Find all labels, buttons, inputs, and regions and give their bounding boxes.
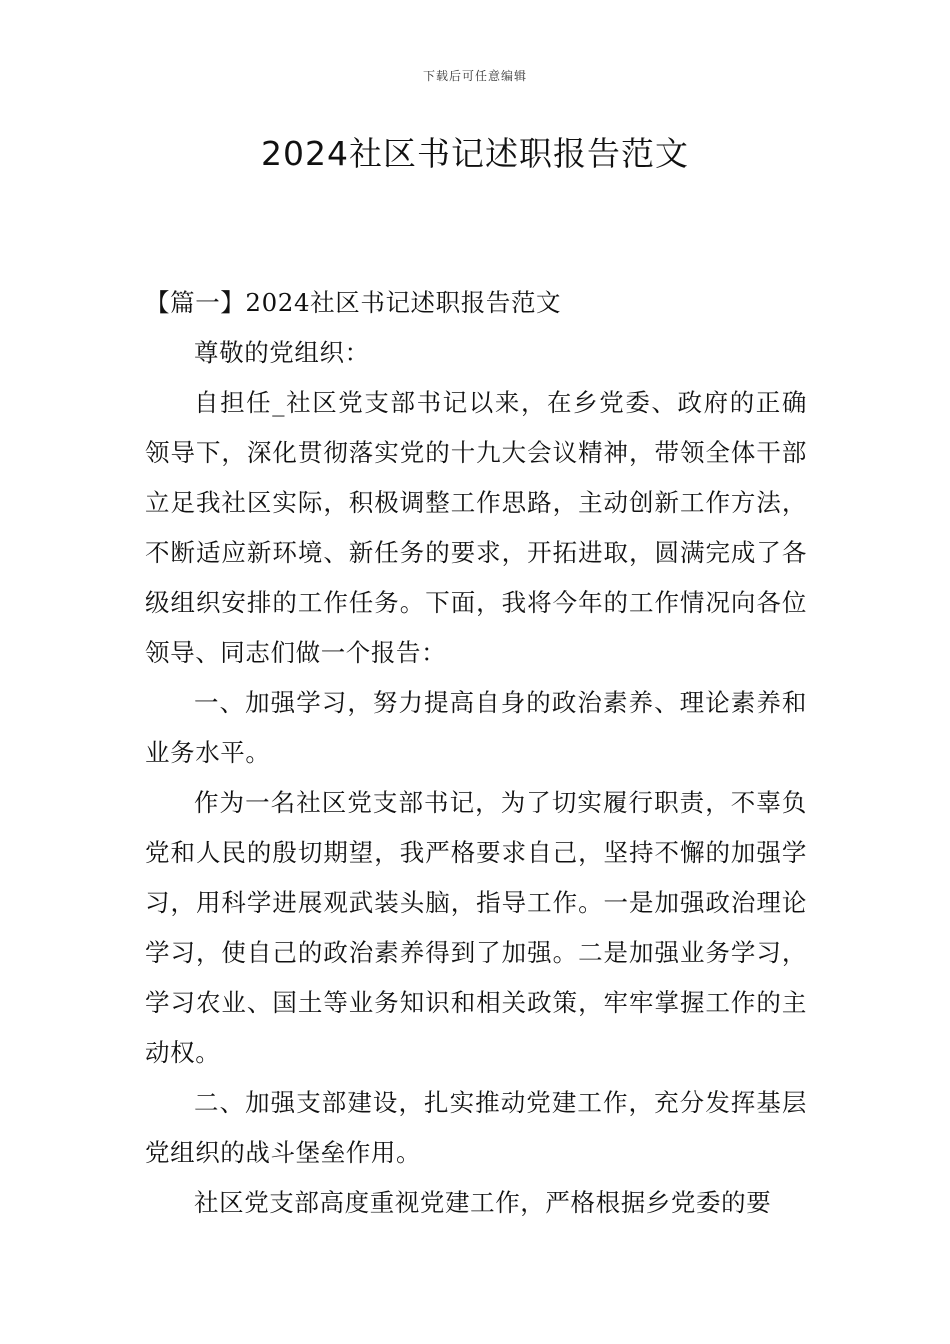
header-note: 下载后可任意编辑 [422, 69, 527, 83]
document-body [145, 278, 807, 1228]
section-heading: 【篇一】2024社区书记述职报告范文 [145, 288, 562, 317]
paragraph-party-building: 社区党支部高度重视党建工作，严格根据乡党委的要 [194, 1188, 772, 1217]
paragraph-intro: 自担任_社区党支部书记以来，在乡党委、政府的正确领导下，深化贯彻落实党的十九大会议精神，带领全体干部立足我社区实际，积极调整工作思路，主动创新工作方法，不断适应新环境、新任务的要求，开拓进取，圆满完成了各级组织安排的工作任务。下面，我将今年的工作情况向各位领导、同志们做一个报告： [145, 388, 807, 667]
paragraph-study: 作为一名社区党支部书记，为了切实履行职责，不辜负党和人民的殷切期望，我严格要求自己，坚持不懈的加强学习，用科学进展观武装头脑，指导工作。一是加强政治理论学习，使自己的政治素养得到了加强。二是加强业务学习，学习农业、国土等业务知识和相关政策，牢牢掌握工作的主动权。 [145, 788, 807, 1067]
salutation: 尊敬的党组织： [194, 338, 370, 367]
paragraph-point-two: 二、加强支部建设，扎实推动党建工作，充分发挥基层党组织的战斗堡垒作用。 [145, 1088, 807, 1167]
document-title: 2024社区书记述职报告范文 [261, 134, 689, 173]
paragraph-point-one: 一、加强学习，努力提高自身的政治素养、理论素养和业务水平。 [145, 688, 807, 767]
